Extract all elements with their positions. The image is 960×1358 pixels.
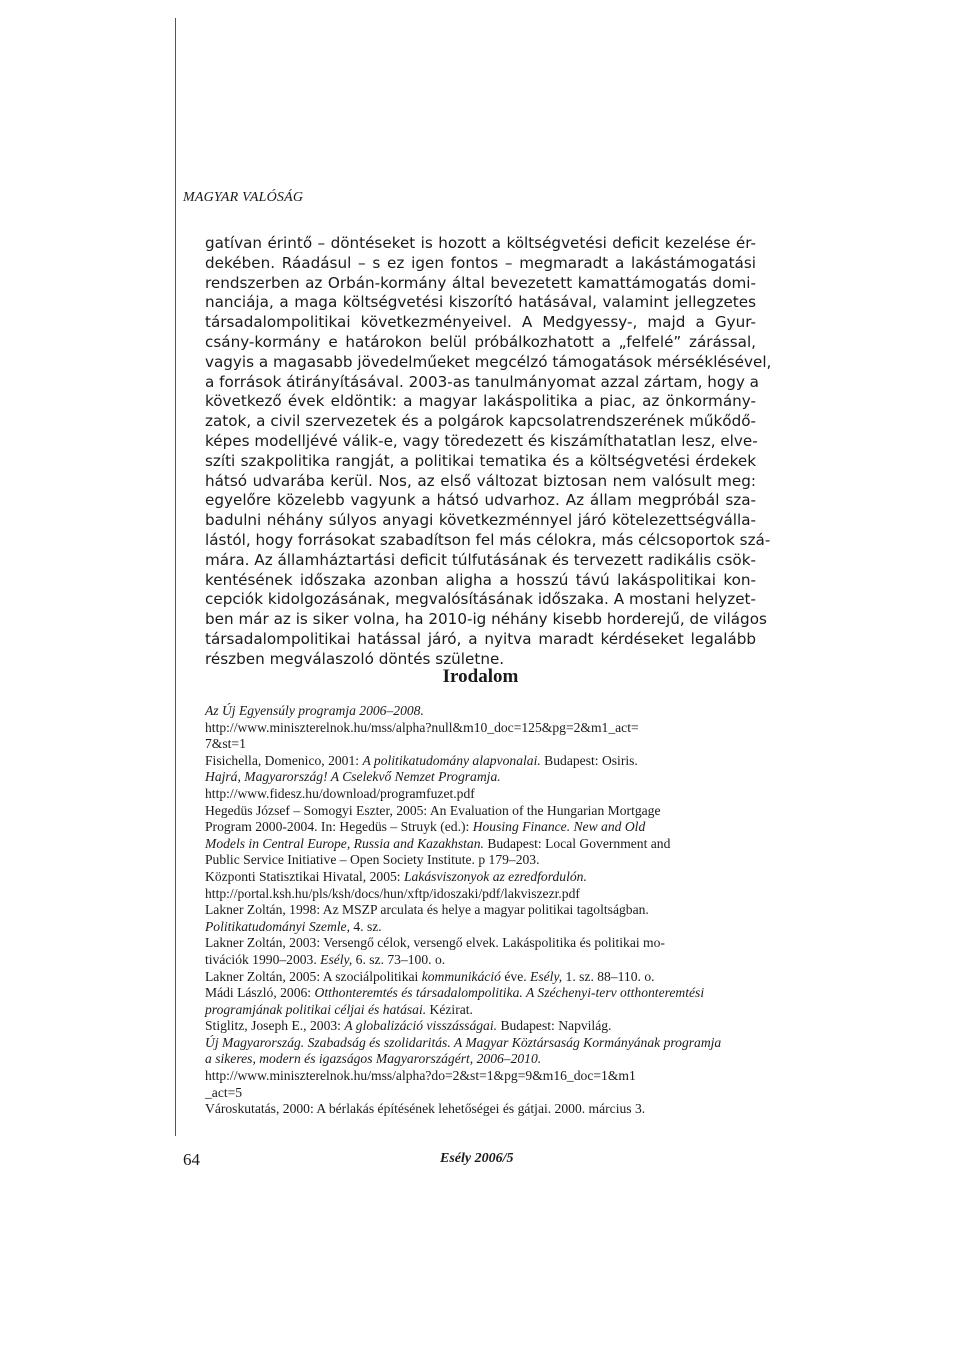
reference-line — [205, 819, 756, 836]
references-heading: Irodalom — [442, 666, 519, 687]
reference-text: Budapest: Local Government and — [483, 835, 671, 851]
reference-line — [205, 1101, 756, 1118]
reference-line — [205, 902, 756, 919]
reference-text: a sikeres, modern és igazságos Magyarországért, 2006–2010. — [205, 1051, 542, 1067]
reference-text: 7&st=1 — [205, 736, 246, 752]
reference-text: Program 2000-2004. In: Hegedüs – Struyk (ed.): — [205, 819, 473, 835]
reference-text: A politikatudomány alapvonalai. — [362, 752, 541, 768]
reference-line — [205, 719, 756, 737]
reference-text: Politikatudományi Szemle, — [205, 918, 350, 934]
journal-footer: Esély 2006/5 — [440, 1151, 514, 1166]
reference-entry — [205, 753, 756, 770]
reference-text: Mádi László, 2006: — [205, 985, 315, 1001]
reference-line — [205, 852, 756, 869]
body-line: nanciája, a maga költségvetési kiszorító hatásával, valamint jellegzetes — [205, 293, 756, 312]
reference-entry — [205, 935, 756, 968]
body-line: részben megválaszoló döntés születne. — [205, 649, 505, 668]
reference-entry — [205, 1101, 756, 1118]
body-line: dekében. Ráadásul – s ez igen fontos – megmaradt a lakástámogatási — [205, 253, 756, 272]
reference-line — [205, 785, 756, 803]
reference-text: Lakner Zoltán, 2003: Versengő célok, versengő elvek. Lakáspolitika és politikai mo- — [205, 935, 665, 951]
reference-text: 6. sz. 73–100. o. — [352, 951, 446, 967]
reference-text: Lakner Zoltán, 1998: Az MSZP arculata és helye a magyar politikai tagoltságban. — [205, 902, 649, 918]
reference-text: Stiglitz, Joseph E., 2003: — [205, 1018, 345, 1034]
reference-text: Lakásviszonyok az ezredfordulón. — [403, 868, 587, 884]
reference-text: Esély, — [320, 951, 353, 967]
body-line: társadalompolitikai következményeivel. A Medgyessy-, majd a Gyur- — [205, 313, 756, 332]
body-line: vagyis a magasabb jövedelműeket megcélzó támogatások mérséklésével, — [205, 352, 772, 371]
reference-text: Housing Finance. New and Old — [472, 819, 646, 835]
body-line: csány-kormány e határokon belül próbálkozhatott a „felfelé” zárással, — [205, 332, 756, 351]
reference-text: http://www.miniszterelnok.hu/mss/alpha?null&m10_doc=125&pg=2&m1_act= — [205, 719, 639, 735]
body-line: gatívan érintő – döntéseket is hozott a költségvetési deficit kezelése ér- — [205, 234, 756, 252]
reference-line — [205, 868, 756, 886]
page-number: 64 — [183, 1150, 200, 1169]
reference-line — [205, 918, 756, 936]
reference-text: Budapest: Napvilág. — [497, 1018, 612, 1034]
reference-text: tivációk 1990–2003. — [205, 951, 321, 967]
body-line: ben már az is siker volna, ha 2010-ig néhány kisebb horderejű, de világos — [205, 610, 767, 629]
reference-line — [205, 935, 756, 952]
reference-entry — [205, 769, 756, 802]
reference-line — [205, 1034, 756, 1052]
body-line: következő évek eldöntik: a magyar lakáspolitika a piac, az önkormány- — [205, 392, 756, 411]
reference-text: Lakner Zoltán, 2005: A szociálpolitikai — [205, 968, 422, 984]
reference-entry — [205, 1035, 756, 1101]
reference-line — [205, 951, 756, 969]
body-line: szíti szakpolitika rangját, a politikai tematika és a költségvetési érdekek — [205, 451, 756, 470]
reference-line — [205, 1068, 756, 1085]
reference-text: Hajrá, Magyarország! A Cselekvő Nemzet Programja. — [205, 769, 501, 785]
reference-line — [205, 1001, 756, 1019]
reference-text: Az Új Egyensúly programja 2006–2008. — [205, 703, 424, 718]
reference-entry — [205, 803, 756, 869]
reference-text: Public Service Initiative – Open Society Institute. p 179–203. — [205, 852, 540, 868]
reference-entry — [205, 869, 756, 902]
reference-text: Városkutatás, 2000: A bérlakás építésének lehetőségei és gátjai. 2000. március 3. — [205, 1101, 646, 1117]
reference-line — [205, 736, 756, 753]
reference-entry — [205, 902, 756, 935]
reference-entry — [205, 1018, 756, 1035]
reference-text: kommunikáció — [421, 968, 501, 984]
body-line: a források átirányításával. 2003-as tanulmányomat azzal zártam, hogy a — [205, 372, 759, 391]
running-head: MAGYAR VALÓSÁG — [183, 190, 304, 205]
body-line: cepciók kidolgozásának, megvalósításának időszaka. A mostani helyzet- — [205, 590, 756, 609]
reference-text: Otthonteremtés és társadalompolitika. A Széchenyi-terv otthonteremtési — [314, 985, 705, 1001]
body-line: kentésének időszaka azonban aligha a hosszú távú lakáspolitikai kon- — [205, 570, 756, 589]
reference-line — [205, 1084, 756, 1102]
reference-line — [205, 1051, 756, 1068]
reference-entry — [205, 969, 756, 986]
reference-text: Új Magyarország. Szabadság és szolidaritás. A Magyar Köztársaság Kormányának programja — [205, 1034, 722, 1050]
reference-line — [205, 802, 756, 820]
body-line: zatok, a civil szervezetek és a polgárok kapcsolatrendszerének műkődő- — [205, 412, 756, 431]
reference-text: Models in Central Europe, Russia and Kazakhstan. — [205, 835, 484, 851]
reference-text: http://www.miniszterelnok.hu/mss/alpha?do=2&st=1&pg=9&m16_doc=1&m1 — [205, 1068, 636, 1084]
body-line: egyelőre közelebb vagyunk a hátsó udvarhoz. Az állam megpróbál sza- — [205, 491, 756, 510]
reference-line — [205, 769, 756, 786]
reference-text: Fisichella, Domenico, 2001: — [205, 752, 363, 768]
reference-text: 1. sz. 88–110. o. — [562, 968, 655, 984]
reference-text: Budapest: Osiris. — [540, 752, 638, 768]
body-line: társadalompolitikai hatással járó, a nyitva maradt kérdéseket legalább — [205, 629, 756, 648]
reference-text: programjának politikai céljai és hatásai. — [205, 1001, 427, 1017]
reference-text: Kézirat. — [426, 1001, 473, 1017]
reference-line — [205, 1018, 756, 1035]
reference-text: http://www.fidesz.hu/download/programfuzet.pdf — [205, 785, 475, 801]
reference-line — [205, 885, 756, 903]
reference-text: _act=5 — [205, 1084, 243, 1100]
body-line: lástól, hogy forrásokat szabadítson fel más célokra, más célcsoportok szá- — [205, 530, 771, 549]
reference-text: éve. — [500, 968, 531, 984]
reference-text: A globalizáció visszásságai. — [344, 1018, 498, 1034]
reference-line — [205, 752, 756, 770]
margin-rule — [175, 18, 176, 1136]
reference-text: Hegedüs József – Somogyi Eszter, 2005: An Evaluation of the Hungarian Mortgage — [205, 802, 661, 818]
reference-line — [205, 835, 756, 853]
reference-line — [205, 703, 756, 720]
body-line: képes modelljévé válik-e, vagy töredezett és kiszámíthatatlan lesz, elve- — [205, 431, 758, 450]
reference-text: Esély, — [530, 968, 563, 984]
reference-line — [205, 968, 756, 986]
reference-entry — [205, 703, 756, 753]
reference-entry — [205, 985, 756, 1018]
reference-text: http://portal.ksh.hu/pls/ksh/docs/hun/xftp/idoszaki/pdf/lakviszezr.pdf — [205, 885, 580, 901]
reference-line — [205, 985, 756, 1002]
body-line: badulni néhány súlyos anyagi következménnyel járó kötelezettségválla- — [205, 511, 756, 530]
body-line: mára. Az államháztartási deficit túlfutásának és tervezett radikális csök- — [205, 550, 756, 569]
body-line: hátsó udvarába kerül. Nos, az első változat biztosan nem valósult meg: — [205, 471, 756, 490]
reference-text: Központi Statisztikai Hivatal, 2005: — [205, 868, 404, 884]
body-paragraph — [205, 234, 772, 670]
references-list — [205, 703, 756, 1118]
body-line: rendszerben az Orbán-kormány által bevezetett kamattámogatás domi- — [205, 273, 756, 292]
reference-text: 4. sz. — [349, 918, 382, 934]
